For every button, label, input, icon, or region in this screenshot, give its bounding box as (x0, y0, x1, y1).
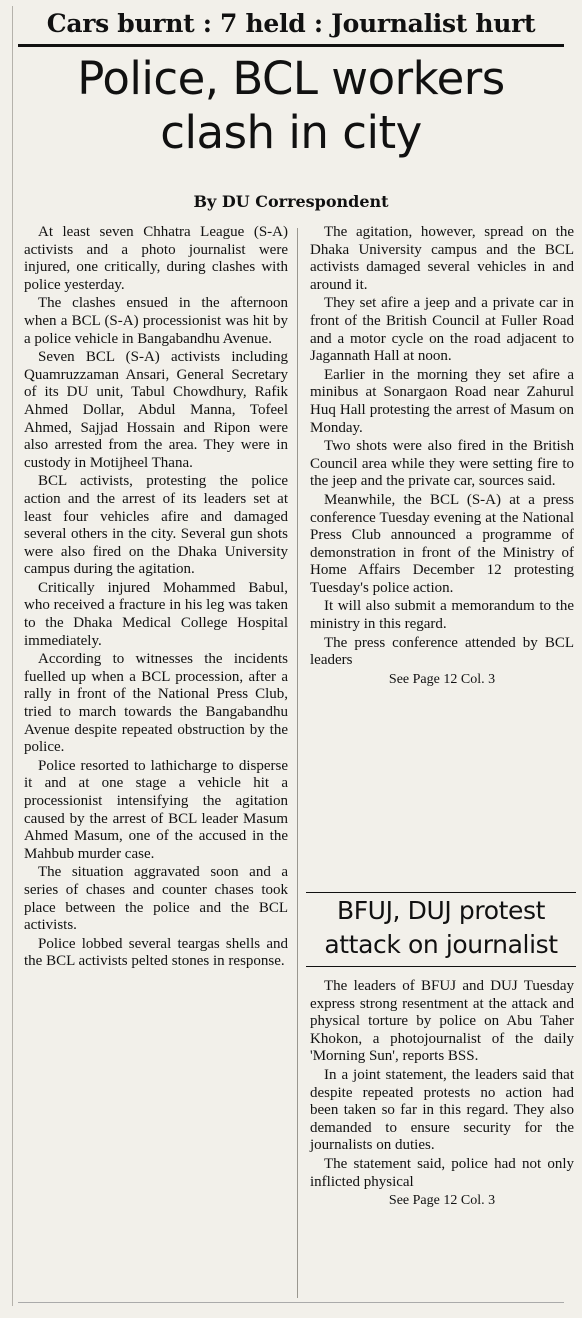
byline: By DU Correspondent (193, 192, 389, 211)
kicker-rule (18, 44, 564, 47)
paragraph: In a joint statement, the leaders said that despite repeated protests no action had been taken so far in this regard. They also demanded to ensure security for the journalists on duties. (310, 1066, 574, 1154)
continuation-note: See Page 12 Col. 3 (388, 1193, 496, 1209)
paragraph: They set afire a jeep and a private car in front of the British Council at Fuller Road and a motor cycle on the road adjacent to Jagannath Hall at noon. (310, 295, 574, 365)
paragraph: Critically injured Mohammed Babul, who received a fracture in his leg was taken to the Dhaka Medical College Hospital immediately. (24, 579, 288, 649)
paragraph: Meanwhile, the BCL (S-A) at a press conference Tuesday evening at the National Press Club announced a programme of demonstration in front of the Ministry of Home Affairs December 12 protesting Tuesday's police action. (310, 491, 574, 596)
bottom-rule (18, 1302, 564, 1303)
paragraph: It will also submit a memorandum to the ministry in this regard. (310, 598, 574, 633)
side-story-top-rule (306, 892, 576, 893)
paragraph: Earlier in the morning they set afire a minibus at Sonargaon Road near Zahurul Huq Hall protesting the arrest of Masum on Monday. (310, 366, 574, 436)
main-story-right-column (310, 224, 574, 688)
paragraph: The leaders of BFUJ and DUJ Tuesday express strong resentment at the attack and physical torture by police on Abu Taher Khokon, a photojournalist of the daily 'Morning Sun', reports BSS. (310, 978, 574, 1065)
main-headline (10, 52, 572, 160)
kicker-headline: Cars burnt : 7 held : Journalist hurt (46, 9, 536, 38)
column-divider (297, 228, 298, 1298)
paragraph: The agitation, however, spread on the Dhaka University campus and the BCL activists damaged several vehicles in and around it. (310, 224, 574, 293)
paragraph: Seven BCL (S-A) activists including Quamruzzaman Ansari, General Secretary of its DU unit, Tabul Chowdhury, Rafik Ahmed Dollar, Abdul Manna, Tofeel Ahmed, Sajjad Hossain and Ripon were also arrested from the area. They were in custody in Motijheel Thana. (24, 349, 288, 471)
paragraph: BCL activists, protesting the police action and the arrest of its leaders set at least four vehicles afire and damaged several others in the city. Several gun shots were also fired on the Dhaka University campus during the agitation. (24, 473, 288, 578)
main-headline-line-1: Police, BCL workers (77, 52, 505, 105)
paragraph: The statement said, police had not only inflicted physical (310, 1155, 574, 1190)
paragraph: The situation aggravated soon and a series of chases and counter chases took place between the police and the BCL activists. (24, 864, 288, 934)
paragraph: The press conference attended by BCL leaders (310, 634, 574, 669)
paragraph: At least seven Chhatra League (S-A) activists and a photo journalist were injured, one critically, during clashes with police yesterday. (24, 224, 288, 293)
side-headline-line-1: BFUJ, DUJ protest (336, 896, 546, 925)
paragraph: Police resorted to lathicharge to disperse it and at one stage a vehicle hit a processionist intensifying the agitation caused by the arrest of BCL leader Masum Ahmed Masum, one of the accused in the Mahbub murder case. (24, 757, 288, 862)
side-headline-line-2: attack on journalist (324, 930, 558, 959)
paragraph: The clashes ensued in the afternoon when a BCL (S-A) processionist was hit by a police vehicle in Bangabandhu Avenue. (24, 295, 288, 347)
paragraph: According to witnesses the incidents fuelled up when a BCL procession, after a rally in front of the National Press Club, tried to march towards the Bangabandhu Avenue despite repeated obstruction by the police. (24, 651, 288, 756)
continuation-note: See Page 12 Col. 3 (388, 671, 496, 687)
paragraph: Two shots were also fired in the British Council area while they were setting fire to the jeep and the private car, sources said. (310, 438, 574, 490)
main-headline-line-2: clash in city (160, 106, 422, 159)
paragraph: Police lobbed several teargas shells and the BCL activists pelted stones in response. (24, 935, 288, 970)
side-story-headline (306, 894, 576, 962)
main-story-left-column (24, 224, 288, 971)
side-story-body (310, 978, 574, 1210)
side-story-rule (306, 966, 576, 967)
